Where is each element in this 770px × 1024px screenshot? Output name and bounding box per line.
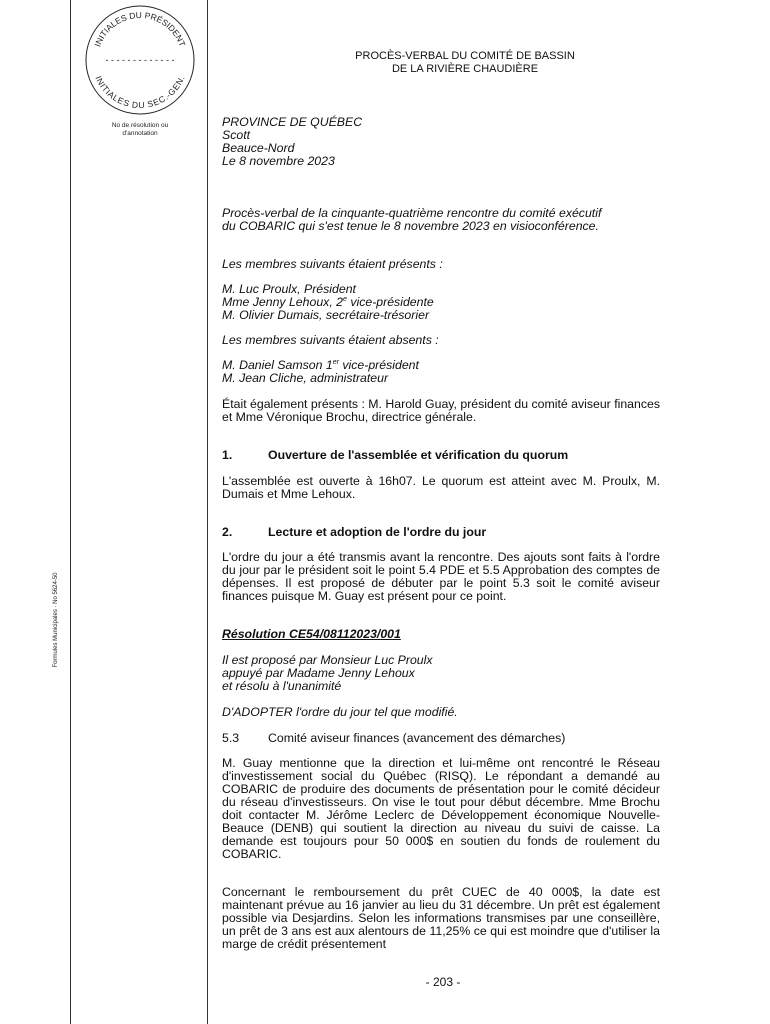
absent-member: M. Daniel Samson 1er vice-président: [222, 358, 419, 372]
stamp-top-text: INITIALES DU PRÉSIDENT: [92, 9, 188, 48]
initials-stamp: [84, 4, 196, 116]
present-member: Mme Jenny Lehoux, 2e vice-présidente: [222, 295, 434, 309]
header-line-1: PROCÈS-VERBAL DU COMITÉ DE BASSIN: [355, 50, 575, 62]
section-1-heading: 1. Ouverture de l'assemblée et vérification du quorum: [222, 448, 569, 462]
document-header: [300, 50, 630, 76]
resolution-motion: Il est proposé par Monsieur Luc Proulx appuyé par Madame Jenny Lehoux et résolu à l'unanimité: [222, 653, 433, 693]
also-present-paragraph: Était également présents : M. Harold Guay, président du comité aviseur finances et Mme Véronique Brochu, directrice générale.: [222, 397, 660, 424]
meeting-date: Le 8 novembre 2023: [222, 154, 335, 168]
present-members: [222, 283, 660, 322]
subsection-5-3-heading: 5.3 Comité aviseur finances (avancement des démarches): [222, 731, 566, 745]
present-member: M. Luc Proulx, Président: [222, 282, 356, 296]
absent-members: [222, 359, 660, 385]
province: PROVINCE DE QUÉBEC: [222, 115, 363, 129]
stamp-bottom-text: INITIALES DU SEC.-GEN.: [93, 74, 187, 111]
svg-text:INITIALES DU PRÉSIDENT: [92, 10, 187, 48]
city: Scott: [222, 128, 251, 142]
section-2-body: L'ordre du jour a été transmis avant la rencontre. Des ajouts sont faits à l'ordre du jour par le président soit le point 5.4 PDE et 5.5 Approbation des comptes de dépenses. Il est proposé de débuter par le point 5.3 soit le comité aviseur finances puisque M. Guay est présent pour ce point.: [222, 550, 660, 603]
header-line-2: DE LA RIVIÈRE CHAUDIÈRE: [391, 63, 539, 75]
side-form-label: Formules Municipales · No 5624-50: [53, 572, 59, 668]
subsection-5-3-body-1: M. Guay mentionne que la direction et lui-même ont rencontré le Réseau d'investissement social du Québec (RISQ). Le répondant a demandé au COBARIC de produire des documents de présentation pour le comité décideur du réseau d'investisseurs. On vise le tout pour début décembre. Mme Brochu doit contacter M. Jérôme Leclerc de Développement économique Nouvelle-Beauce (DENB) qui soutient la direction au niveau du suivi de caisse. La demande est toujours pour 50 000$ en soutien du fonds de roulement du COBARIC.: [222, 756, 660, 861]
resolution-notes-label: No de résolution ou d'annotation: [111, 122, 169, 137]
absent-member: M. Jean Cliche, administrateur: [222, 371, 389, 385]
page-number: - 203 -: [425, 975, 461, 989]
region: Beauce-Nord: [222, 141, 295, 155]
present-member: M. Olivier Dumais, secrétaire-trésorier: [222, 308, 430, 322]
subsection-5-3-body-2: Concernant le remboursement du prêt CUEC de 40 000$, la date est maintenant prévue au 16 janvier au lieu du 31 décembre. Un prêt est également possible via Desjardins. Selon les informations transmises par une conseillère, un prêt de 3 ans est aux alentours de 11,25% ce qui est moindre que d'utiliser la marge de crédit présentement: [222, 885, 660, 951]
left-margin-line: [70, 0, 71, 1024]
location-block: [222, 116, 660, 168]
resolution-decision: D'ADOPTER l'ordre du jour tel que modifié.: [222, 705, 458, 719]
right-margin-line: [207, 0, 208, 1024]
intro-paragraph: Procès-verbal de la cinquante-quatrième rencontre du comité exécutif du COBARIC qui s'est tenue le 8 novembre 2023 en visioconférence.: [222, 206, 602, 233]
svg-text:INITIALES DU SEC.-GEN.: [93, 74, 186, 110]
stamp-dashes: - - - - - - - - - - - - -: [105, 55, 175, 65]
absent-heading: Les membres suivants étaient absents :: [222, 333, 439, 347]
present-heading: Les membres suivants étaient présents :: [222, 257, 443, 271]
section-2-heading: 2. Lecture et adoption de l'ordre du jour: [222, 525, 487, 539]
section-1-body: L'assemblée est ouverte à 16h07. Le quorum est atteint avec M. Proulx, M. Dumais et Mme Lehoux.: [222, 474, 660, 501]
resolution-number: Résolution CE54/08112023/001: [222, 627, 401, 641]
